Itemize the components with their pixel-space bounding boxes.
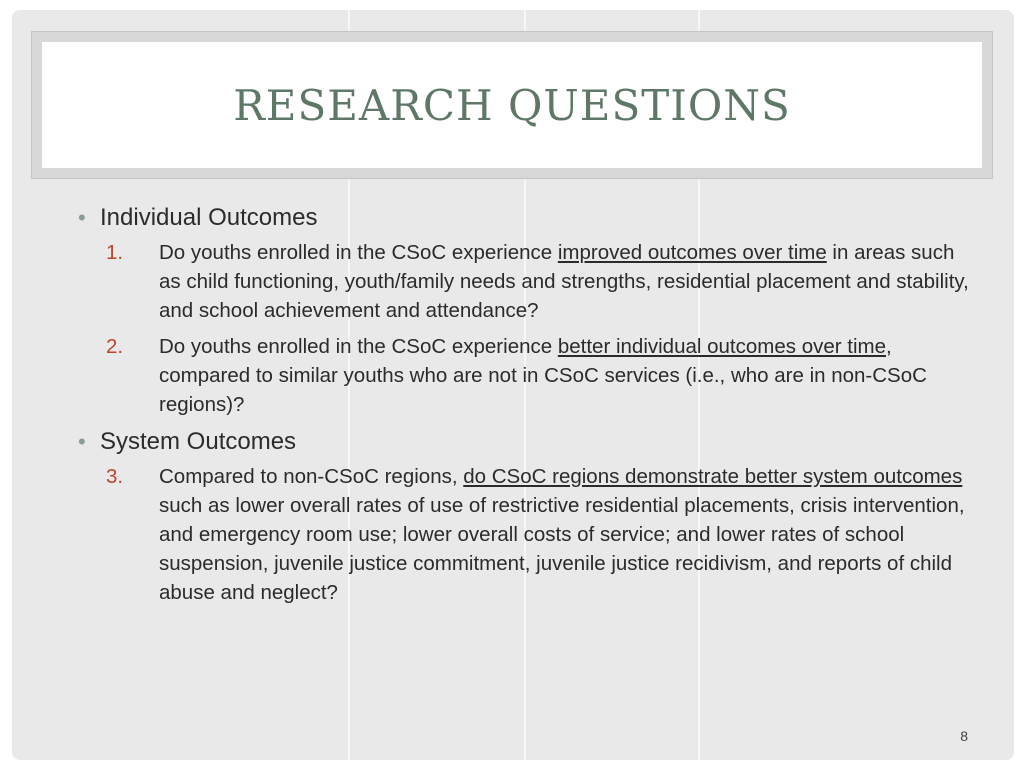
research-question-1 <box>74 238 979 325</box>
question-text: , compared to similar youths who are not in CSoC services (i.e., who are in non-CSoC regions)? <box>159 335 927 416</box>
question-number: 3. <box>106 465 124 488</box>
question-emphasis: improved outcomes over time <box>557 241 827 264</box>
question-text: Do youths enrolled in the CSoC experience <box>159 241 558 264</box>
question-text: Compared to non-CSoC regions, <box>159 465 464 488</box>
slide <box>12 10 1014 760</box>
title-frame <box>31 31 993 179</box>
question-number: 2. <box>106 335 124 358</box>
question-number: 1. <box>106 241 124 264</box>
section-heading-individual-outcomes <box>74 202 974 234</box>
page-number: 8 <box>960 728 968 744</box>
research-question-2 <box>74 332 979 419</box>
question-text: Do youths enrolled in the CSoC experience <box>159 335 558 358</box>
research-question-3 <box>74 462 979 607</box>
question-text: in areas such as child functioning, youth/family needs and strengths, residential placement and stability, and school achievement and attendance? <box>159 241 969 322</box>
bullet-icon: • <box>78 429 86 454</box>
slide-content <box>74 202 974 614</box>
title-box <box>42 42 982 168</box>
section-heading-text: System Outcomes <box>100 428 297 455</box>
question-text: such as lower overall rates of use of restrictive residential placements, crisis intervention, and emergency room use; lower overall costs of service; and lower rates of school suspension, juvenile justice commitment, juvenile justice recidivism, and reports of child abuse and neglect? <box>159 494 965 604</box>
section-heading-system-outcomes <box>74 426 974 458</box>
question-emphasis: better individual outcomes over time <box>557 335 887 358</box>
bullet-icon: • <box>78 205 86 230</box>
section-heading-text: Individual Outcomes <box>100 204 318 231</box>
slide-title: RESEARCH QUESTIONS <box>233 80 791 130</box>
question-emphasis: do CSoC regions demonstrate better system outcomes <box>463 465 963 488</box>
